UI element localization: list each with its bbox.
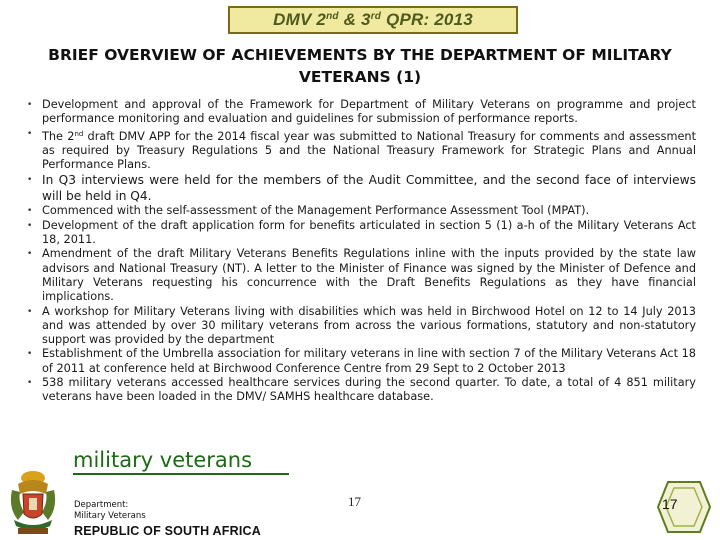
slide-number: 17: [662, 496, 678, 512]
list-item: • Amendment of the draft Military Veterans Benefits Regulations inline with the inputs provided by the state law advisors and National Treasury (NT). A letter to the Minister of Finance was signed by the Minister of Defence and Military Veterans requesting his concurrence with the Draft Benefits Regulations as they have financial implications.: [0, 247, 720, 304]
list-item: • A workshop for Military Veterans living with disabilities which was held in Birchwood Hotel on 12 to 14 July 2013 and was attended by over 30 military veterans from across the various formations, statutory and non-statutory support was provided by the department: [0, 305, 720, 348]
list-item: • Commenced with the self-assessment of the Management Performance Assessment Tool (MPAT).: [0, 204, 720, 218]
list-item: • Development of the draft application form for benefits articulated in section 5 (1) a-h of the Military Veterans Act 18, 2011.: [0, 219, 720, 248]
heading-line-1: BRIEF OVERVIEW OF ACHIEVEMENTS BY THE DEPARTMENT OF MILITARY: [48, 46, 672, 64]
page-heading: [0, 44, 720, 88]
achievements-list: [0, 98, 720, 405]
list-item: • The 2nd draft DMV APP for the 2014 fiscal year was submitted to National Treasury for comments and assessment as required by Treasury Regulations 5 and the National Treasury Framework for Strategic Plans and Annual Performance Plans.: [0, 127, 720, 173]
department-label: Department: Military Veterans: [74, 500, 146, 521]
list-item: • 538 military veterans accessed healthcare services during the second quarter. To date, a total of 4 851 military veterans have been loaded in the DMV/ SAMHS healthcare database.: [0, 376, 720, 405]
brand-underline: [73, 473, 289, 475]
page-number: 17: [348, 494, 361, 509]
slide-title: DMV 2nd & 3rd QPR: 2013: [273, 10, 473, 29]
list-item: • Development and approval of the Framework for Department of Military Veterans on programme and project performance monitoring and evaluation and guidelines for submission of performance reports.: [0, 98, 720, 127]
brand-wordmark: military veterans: [73, 448, 253, 472]
list-item: • In Q3 interviews were held for the members of the Audit Committee, and the second face of interviews will be held in Q4.: [0, 172, 720, 204]
title-banner: [228, 6, 518, 34]
list-item: • Establishment of the Umbrella association for military veterans in line with section 7 of the Military Veterans Act 18 of 2011 at conference held at Birchwood Conference Centre from 29 Sept to 2 October 2013: [0, 347, 720, 376]
coat-of-arms-icon: [4, 468, 62, 538]
heading-line-2: VETERANS (1): [298, 68, 422, 86]
country-label: REPUBLIC OF SOUTH AFRICA: [74, 524, 261, 538]
slide-badge-icon: [648, 478, 712, 536]
